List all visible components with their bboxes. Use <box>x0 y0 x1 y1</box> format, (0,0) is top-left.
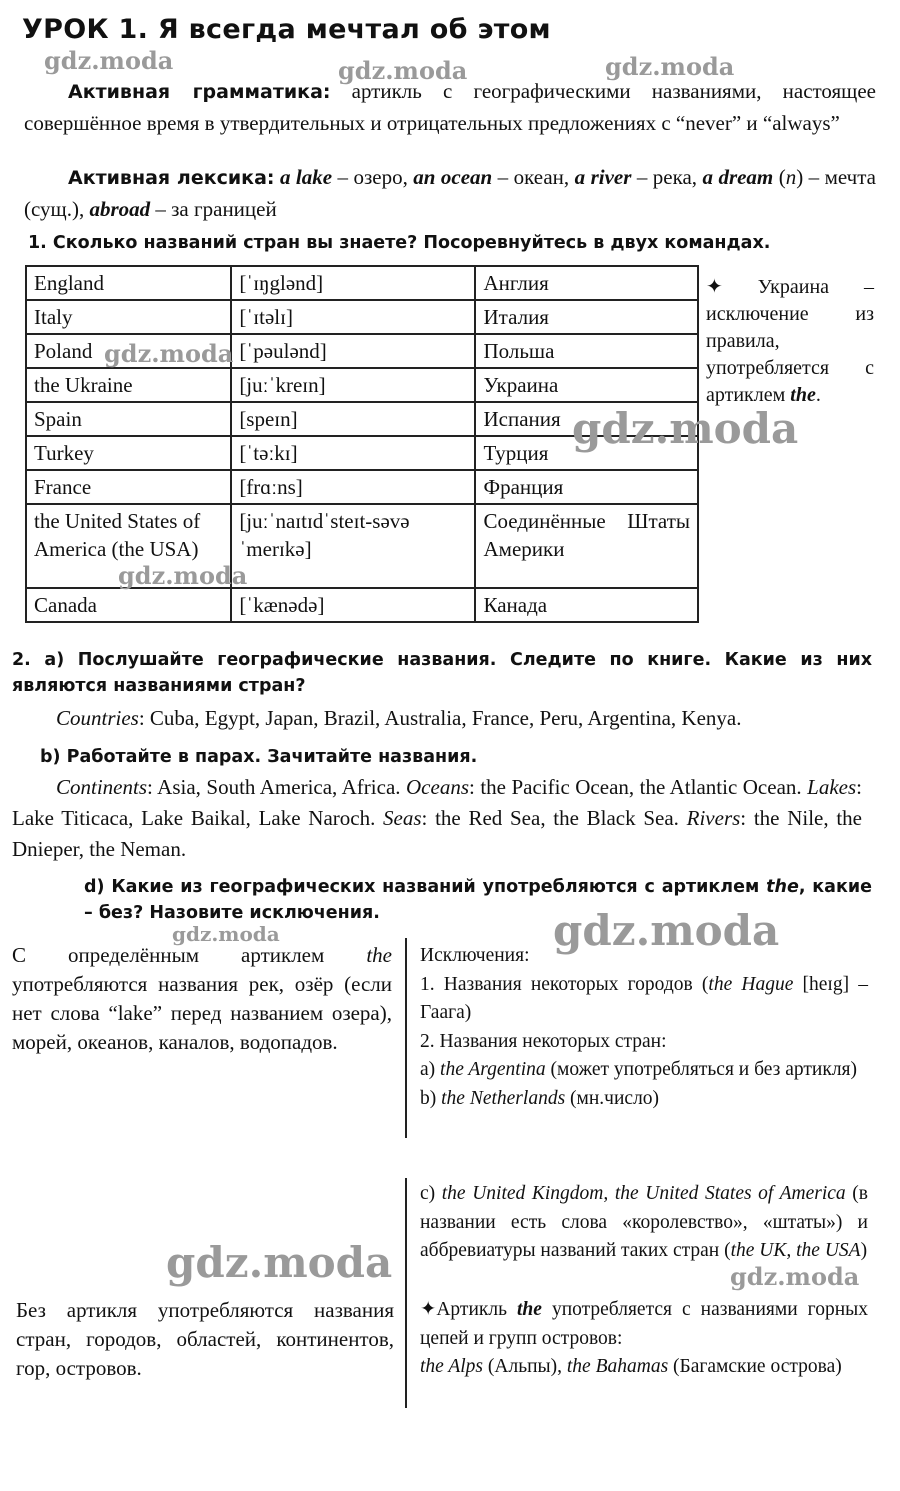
country-transcription-cell: [juːˈkreɪn] <box>231 368 475 402</box>
task2d-article: the <box>766 877 799 897</box>
country-ru-cell: Испания <box>475 402 698 436</box>
column-divider <box>405 1178 407 1408</box>
exception-text: b) <box>420 1087 442 1109</box>
watermark: gdz.moda <box>338 56 468 85</box>
table-row <box>26 368 698 402</box>
vocab-word: a lake <box>279 165 333 189</box>
country-ru-cell: Италия <box>475 300 698 334</box>
column-divider <box>405 938 407 1138</box>
exception-2b <box>420 1085 868 1114</box>
country-ru-cell: Украина <box>475 368 698 402</box>
answer-text: употребляются названия рек, озёр (если нет слова “lake” перед названием озера), морей, океанов, каналов, водопадов. <box>12 972 392 1054</box>
answer-left-top <box>12 941 392 1057</box>
country-ru-cell: Канада <box>475 588 698 622</box>
seas-list: : the Red Sea, the Black Sea. <box>421 806 687 830</box>
exception-text: (мн.число) <box>565 1087 660 1109</box>
vocab-word: an ocean <box>413 165 493 189</box>
oceans-list: : the Pacific Ocean, the Atlantic Ocean. <box>469 775 808 799</box>
exception-2c <box>420 1180 868 1266</box>
exception-text: (может употребляться и без артикля) <box>545 1059 858 1080</box>
task2a-heading: 2. а) Послушайте географические названия. Следите по книге. Какие из них являются названиями стран? <box>12 650 872 696</box>
exception-text: (в названии есть слова «королевство», «штаты») и аббревиатуры названий таких стран ( <box>420 1183 868 1261</box>
vocab-translation: ( <box>773 165 786 189</box>
note-article: the <box>790 384 816 406</box>
watermark: gdz.moda <box>572 404 799 453</box>
country-transcription-cell: [ˈkænədə] <box>231 588 475 622</box>
vocab-word: a river <box>574 165 632 189</box>
table-row <box>26 300 698 334</box>
countries-list: : Cuba, Egypt, Japan, Brazil, Australia, France, Peru, Argentina, Kenya. <box>138 706 742 730</box>
note-end: . <box>815 384 821 406</box>
task2b-heading: b) Работайте в парах. Зачитайте названия. <box>40 747 478 767</box>
vocab-translation: – река, <box>631 165 703 189</box>
watermark: gdz.moda <box>730 1262 860 1291</box>
lakes-label: Lakes <box>807 775 857 799</box>
country-transcription-cell: [ˈɪŋglənd] <box>231 266 475 300</box>
vocab-translation: – озеро, <box>332 165 414 189</box>
exception-text: 1. Названия некоторых городов ( <box>420 973 709 995</box>
country-ru-cell: Соединённые Штаты Америки <box>475 504 698 588</box>
vocab-translation: – за границей <box>150 197 277 221</box>
vocab-translation: ) – мечта (сущ.), <box>24 165 877 221</box>
countries-label: Countries <box>56 706 139 730</box>
grammar-text: артикль с географическими названиями, настоящее совершённое время в утвердительных и отрицательных предложениях с “never” и “always” <box>24 79 876 135</box>
task2d-text: , какие – без? Назовите исключения. <box>84 877 872 923</box>
country-name-cell: the Ukraine <box>26 368 231 402</box>
note-text: Артикль <box>436 1299 517 1320</box>
watermark: gdz.moda <box>605 52 735 81</box>
task1-heading: 1. Сколько названий стран вы знаете? Посоревнуйтесь в двух командах. <box>28 233 771 253</box>
exception-1 <box>420 971 868 1028</box>
country-ru-cell: Франция <box>475 470 698 504</box>
watermark: gdz.moda <box>104 339 234 368</box>
country-transcription-cell: [ˈtəːkɪ] <box>231 436 475 470</box>
note-article: the <box>517 1299 542 1320</box>
table-row <box>26 588 698 622</box>
note-example: the Bahamas <box>566 1356 669 1377</box>
answer-article: the <box>366 943 392 967</box>
exception-example: the Argentina <box>440 1059 546 1080</box>
countries-line <box>56 703 741 734</box>
vocab-word: a dream <box>702 165 774 189</box>
geo-names-paragraph <box>12 772 862 865</box>
note-text: Украина – исключение из правила, употребляется с артиклем <box>706 276 875 406</box>
vocab-translation: – океан, <box>492 165 575 189</box>
country-name-cell: Canada <box>26 588 231 622</box>
country-name-cell: France <box>26 470 231 504</box>
watermark: gdz.moda <box>553 906 780 955</box>
watermark: gdz.moda <box>118 561 248 590</box>
exception-2a <box>420 1056 868 1085</box>
country-ru-cell: Турция <box>475 436 698 470</box>
note-text: (Альпы), <box>483 1356 567 1377</box>
rivers-label: Rivers <box>686 806 741 830</box>
mountains-note <box>420 1296 868 1382</box>
country-transcription-cell: [juːˈnaɪtɪdˈsteɪt-səvəˈmerɪkə] <box>231 504 475 588</box>
answer-left-bottom: Без артикля употребляются названия стран, городов, областей, континентов, гор, островов. <box>16 1298 394 1380</box>
country-transcription-cell: [ˈɪtəlɪ] <box>231 300 475 334</box>
country-ru-cell: Англия <box>475 266 698 300</box>
task2d-text: d) Какие из географических названий употребляются с артиклем <box>84 877 767 897</box>
country-name-cell: Turkey <box>26 436 231 470</box>
country-name-cell: Spain <box>26 402 231 436</box>
exception-2: 2. Названия некоторых стран: <box>420 1030 667 1052</box>
country-transcription-cell: [speɪn] <box>231 402 475 436</box>
rivers-list: : the Nile, the Dnieper, the Neman. <box>12 806 862 861</box>
exception-example: the Netherlands <box>441 1087 566 1109</box>
country-name-cell: Italy <box>26 300 231 334</box>
exceptions-title: Исключения: <box>420 945 530 966</box>
oceans-label: Oceans <box>406 775 469 799</box>
country-name-cell: England <box>26 266 231 300</box>
table-row <box>26 470 698 504</box>
continents-list: : Asia, South America, Africa. <box>147 775 407 799</box>
answer-lead: С определённым артиклем <box>12 943 367 967</box>
vocab-pos: n <box>785 165 797 189</box>
continents-label: Continents <box>56 775 148 799</box>
exception-example: the UK, the USA <box>730 1240 861 1261</box>
watermark: gdz.moda <box>44 46 174 75</box>
exceptions-column <box>420 942 868 1113</box>
page-title: УРОК 1. Я всегда мечтал об этом <box>22 14 551 45</box>
watermark: gdz.moda <box>166 1238 393 1287</box>
star-icon: ✦ <box>706 276 723 298</box>
lakes-list: : Lake Titicaca, Lake Baikal, Lake Naroch. <box>12 775 862 830</box>
vocab-paragraph <box>24 162 876 225</box>
country-transcription-cell: [ˈpəulənd] <box>231 334 475 368</box>
exception-text: с) <box>420 1183 442 1204</box>
grammar-label: Активная грамматика: <box>68 81 331 103</box>
note-example: the Alps <box>420 1356 484 1377</box>
grammar-paragraph <box>24 76 876 139</box>
exception-example: the United Kingdom, the United States of America <box>441 1183 846 1204</box>
country-name-cell: the United States of America (the USA) <box>26 504 231 588</box>
note-text: (Багамские острова) <box>668 1356 842 1377</box>
note-text: употребляется с названиями горных цепей и групп островов: <box>420 1299 868 1349</box>
watermark: gdz.moda <box>172 922 280 946</box>
exception-text: ) <box>860 1240 868 1261</box>
star-icon: ✦ <box>420 1299 437 1320</box>
country-ru-cell: Польша <box>475 334 698 368</box>
table-row <box>26 266 698 300</box>
country-name-cell: Poland <box>26 334 231 368</box>
seas-label: Seas <box>383 806 422 830</box>
vocab-word: abroad <box>89 197 151 221</box>
vocab-label: Активная лексика: <box>68 167 275 189</box>
exception-text: а) <box>420 1059 441 1080</box>
exception-example: the Hague <box>708 973 794 995</box>
exception-text: [heɪg] – Гаага) <box>420 973 868 1023</box>
country-transcription-cell: [frɑːns] <box>231 470 475 504</box>
ukraine-note <box>706 274 874 409</box>
